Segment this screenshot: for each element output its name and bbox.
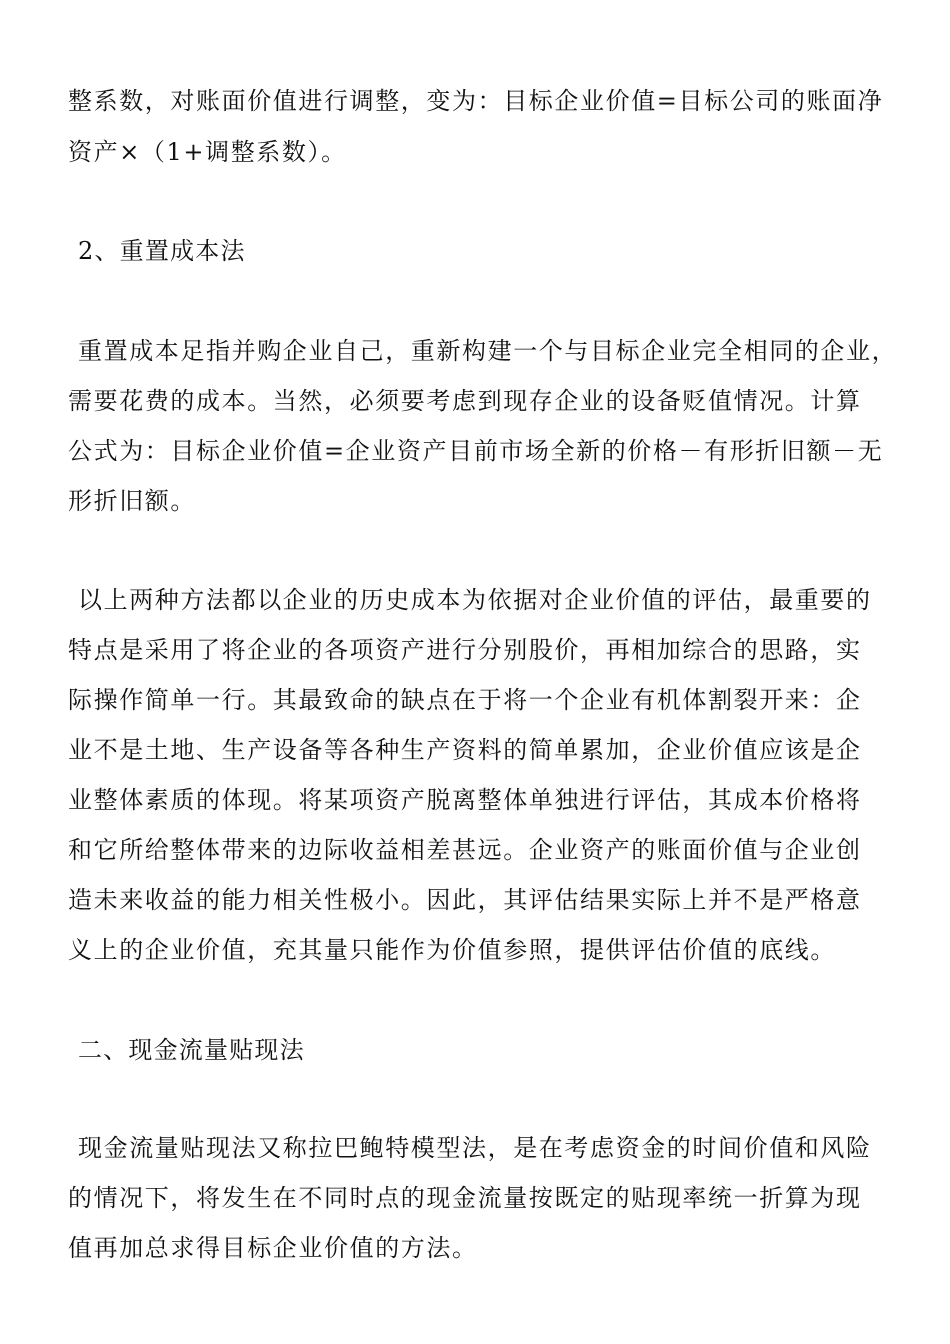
paragraph-line: 公式为：目标企业价值=企业资产目前市场全新的价格－有形折旧额－无 bbox=[68, 437, 884, 465]
section-heading: 二、现金流量贴现法 bbox=[78, 1036, 305, 1064]
paragraph-line: 整系数，对账面价值进行调整，变为：目标企业价值=目标公司的账面净 bbox=[68, 87, 884, 115]
paragraph-line: 和它所给整体带来的边际收益相差甚远。企业资产的账面价值与企业创 bbox=[68, 836, 862, 864]
paragraph-line: 业整体素质的体现。将某项资产脱离整体单独进行评估，其成本价格将 bbox=[68, 786, 862, 814]
paragraph-line: 资产×（1+调整系数）。 bbox=[68, 138, 347, 166]
paragraph-line: 造未来收益的能力相关性极小。因此，其评估结果实际上并不是严格意 bbox=[68, 886, 862, 914]
paragraph-line: 值再加总求得目标企业价值的方法。 bbox=[68, 1234, 478, 1262]
paragraph-line: 重置成本足指并购企业自己，重新构建一个与目标企业完全相同的企业， bbox=[78, 337, 898, 365]
paragraph-line: 特点是采用了将企业的各项资产进行分别股价，再相加综合的思路，实 bbox=[68, 636, 862, 664]
paragraph-line: 以上两种方法都以企业的历史成本为依据对企业价值的评估，最重要的 bbox=[78, 586, 872, 614]
paragraph-line: 的情况下，将发生在不同时点的现金流量按既定的贴现率统一折算为现 bbox=[68, 1184, 862, 1212]
paragraph-line: 际操作简单一行。其最致命的缺点在于将一个企业有机体割裂开来：企 bbox=[68, 686, 862, 714]
section-heading: 2、重置成本法 bbox=[78, 237, 246, 265]
paragraph-line: 现金流量贴现法又称拉巴鲍特模型法，是在考虑资金的时间价值和风险 bbox=[78, 1134, 872, 1162]
paragraph-line: 义上的企业价值，充其量只能作为价值参照，提供评估价值的底线。 bbox=[68, 936, 836, 964]
paragraph-line: 形折旧额。 bbox=[68, 487, 196, 515]
paragraph-line: 需要花费的成本。当然，必须要考虑到现存企业的设备贬值情况。计算 bbox=[68, 387, 862, 415]
paragraph-line: 业不是土地、生产设备等各种生产资料的简单累加，企业价值应该是企 bbox=[68, 736, 862, 764]
